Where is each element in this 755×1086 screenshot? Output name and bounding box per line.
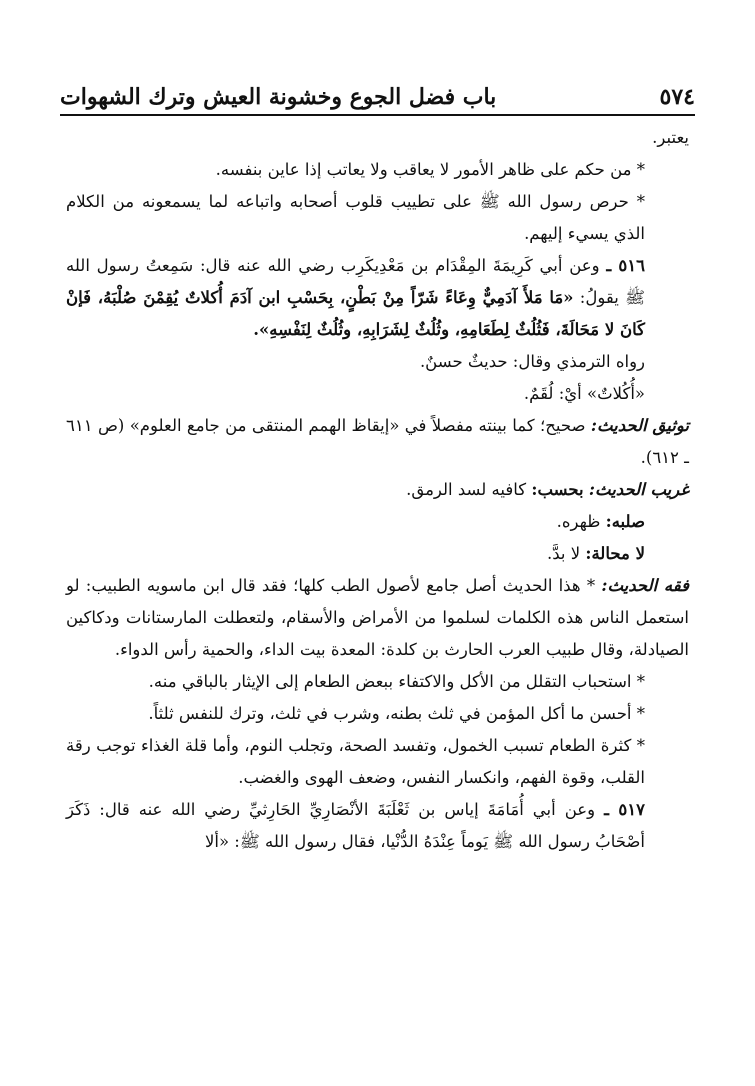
hadith-number: ٥١٦ ـ — [606, 256, 645, 275]
gharib-section — [66, 474, 689, 506]
tawthiq-text: صحيح؛ كما بينته مفصلاً في «إيقاظ الهمم المنتقى من جامع العلوم» (ص ٦١١ ـ ٦١٢). — [66, 416, 689, 467]
gharib-label: غريب الحديث: — [588, 480, 689, 499]
page-body — [66, 122, 689, 858]
vocab-sulbuh — [66, 506, 689, 538]
gharib-word: بحسب: — [531, 480, 584, 499]
tawthiq-section — [66, 410, 689, 474]
vocab-mahala — [66, 538, 689, 570]
gharib-text: كافيه لسد الرمق. — [406, 480, 527, 499]
vocab-meaning: لا بدَّ. — [546, 544, 581, 563]
vocab-meaning: ظهره. — [556, 512, 601, 531]
vocab-word: لا محالة: — [585, 544, 645, 563]
hadith-number: ٥١٧ ـ — [604, 800, 645, 819]
narration-note: رواه الترمذي وقال: حديثٌ حسنٌ. — [419, 352, 645, 371]
word-note: «أُكُلاتٌ» أيْ: لُقَمٌ. — [523, 384, 645, 403]
vocab-word: صلبه: — [605, 512, 645, 531]
fiqh-text: * هذا الحديث أصل جامع لأصول الطب كلها؛ فقد قال ابن ماسويه الطبيب: لو استعمل الناس هذه الكلمات لسلموا من الأمراض والأسقام، ولتعطلت المارستانات ودكاكين الصيادلة، وقال طبيب العرب الحارث بن كلدة: المعدة بيت الداء، والحمية رأس الدواء. — [66, 576, 689, 659]
page-number: ٥٧٤ — [659, 84, 695, 110]
fiqh-section — [66, 570, 689, 666]
hadith-517 — [66, 794, 689, 858]
hadith-516 — [66, 250, 689, 346]
bullet-point: * حرص رسول الله ﷺ على تطييب قلوب أصحابه واتباعه لما يسمعونه من الكلام الذي يسيء إليهم. — [66, 192, 645, 243]
hadith-chain: وعن أبي كَرِيمَةَ المِقْدَام بن مَعْدِيكَرِب رضي الله عنه قال: سَمِعتُ رسول الله ﷺ يقولُ: — [66, 256, 645, 307]
bullet-point: * استحباب التقلل من الأكل والاكتفاء ببعض الطعام إلى الإيثار بالباقي منه. — [148, 672, 645, 691]
hadith-chain: وعن أبي أُمَامَةَ إياس بن ثَعْلَبَةَ الأنْصَارِيِّ الحَارِثيِّ رضي الله عنه قال: ذَكَرَ أصْحَابُ رسول الله ﷺ يَوماً عِنْدَهُ الدُّنْيا، فقال رسول الله ﷺ: «ألا — [66, 800, 645, 851]
bullet-point: * من حكم على ظاهر الأمور لا يعاقب ولا يعاتب إذا عاين بنفسه. — [215, 160, 645, 179]
bullet-point: * أحسن ما أكل المؤمن في ثلث بطنه، وشرب في ثلث، وترك للنفس ثلثاً. — [148, 704, 645, 723]
hadith-text: «مَا مَلأَ آدَمِيٌّ وِعَاءً شَرّاً مِنْ بَطْنٍ، بِحَسْبِ ابن آدَمَ أُكلاتٌ يُقِمْنَ صُلْبَهُ، فَإنْ كَانَ لا مَحَالَةَ، فَثُلُثٌ لِطَعَامِهِ، وثُلُثٌ لِشَرَابِهِ، وثُلُثٌ لِنَفْسِهِ». — [66, 288, 645, 339]
text-line: يعتبر. — [652, 128, 689, 147]
fiqh-label: فقه الحديث: — [601, 576, 689, 595]
chapter-title: باب فضل الجوع وخشونة العيش وترك الشهوات — [60, 84, 497, 110]
page-header — [60, 70, 695, 116]
tawthiq-label: توثيق الحديث: — [590, 416, 689, 435]
bullet-point: * كثرة الطعام تسبب الخمول، وتفسد الصحة، وتجلب النوم، وأما قلة الغذاء توجب رقة القلب، وقوة الفهم، وانكسار النفس، وضعف الهوى والغضب. — [66, 736, 645, 787]
